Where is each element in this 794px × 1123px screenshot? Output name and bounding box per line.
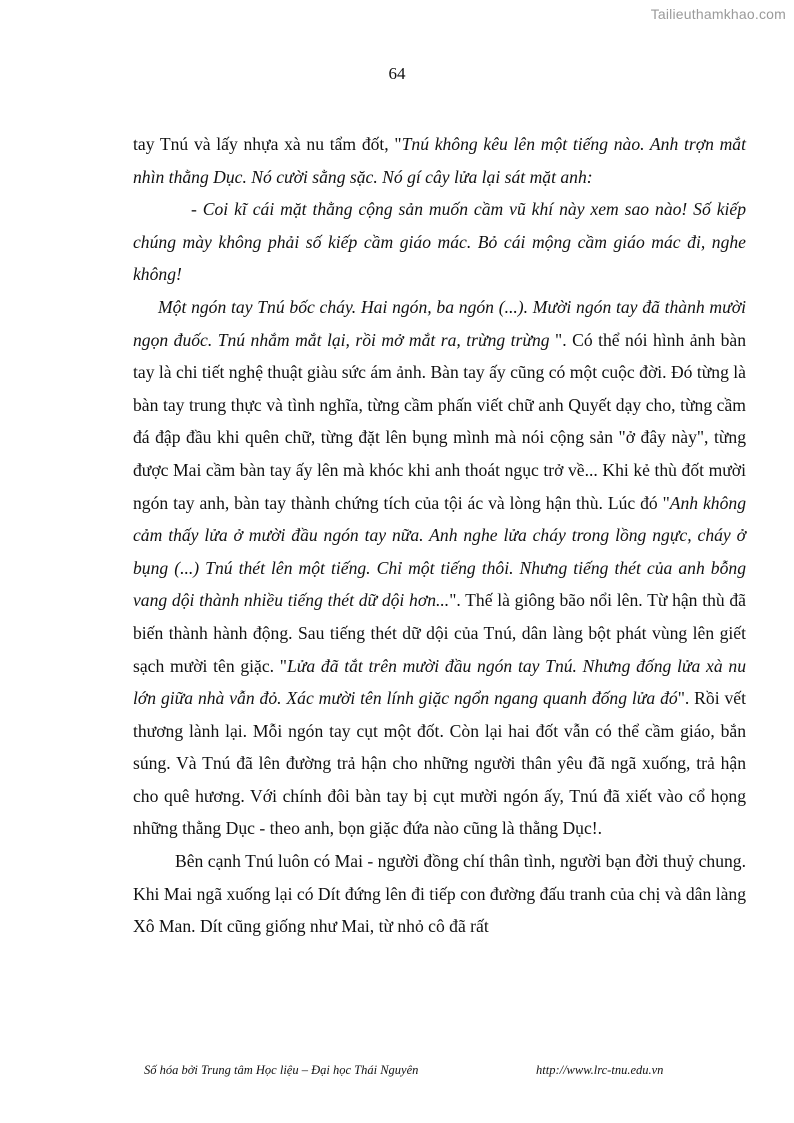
watermark: Tailieuthamkhao.com (650, 6, 786, 22)
text-run: Anh không cảm thấy lửa ở mười đầu ngón tay nữa. Anh nghe lửa cháy trong lồng ngực, cháy ở bụng (...) Tnú thét lên một tiếng. Chỉ một tiếng thôi. Nhưng tiếng thét của anh bỗng vang dội thành nhiều tiếng thét dữ dội hơn... (133, 492, 746, 611)
text-run: Tnú không kêu lên một tiếng nào. Anh trợn mắt nhìn thằng Dục. Nó cười sằng sặc. Nó gí cây lửa lại sát mặt anh: (133, 134, 746, 187)
text-run: ". Có thể nói hình ảnh bàn tay là chi tiết nghệ thuật giàu sức ám ảnh. Bàn tay ấy cũng có một cuộc đời. Đó từng là bàn tay trung thực và tình nghĩa, từng cầm phấn viết chữ anh Quyết dạy cho, từng cầm đá đập đầu khi quên chữ, từng đặt lên bụng mình mà nói cộng sản "ở đây này", từng được Mai cầm bàn tay ấy lên mà khóc khi anh thoát ngục trở về... Khi kẻ thù đốt mười ngón tay anh, bàn tay thành chứng tích của tội ác và lòng hận thù. Lúc đó " (133, 329, 746, 513)
document-body (133, 128, 746, 943)
paragraph-1 (133, 128, 746, 193)
page-number: 64 (388, 64, 406, 83)
paragraph-4 (133, 845, 746, 943)
paragraph-2 (133, 193, 746, 291)
text-run: - Coi kĩ cái mặt thằng cộng sản muốn cầm vũ khí này xem sao nào! Số kiếp chúng mày không phải số kiếp cầm giáo mác. Bỏ cái mộng cầm giáo mác đi, nghe không! (133, 199, 746, 285)
text-run: ". Rồi vết thương lành lại. Mỗi ngón tay cụt một đốt. Còn lại hai đốt vẫn có thể cầm giáo, bắn súng. Và Tnú đã lên đường trả hận cho những người thân yêu đã ngã xuống, trả hận cho quê hương. Với chính đôi bàn tay bị cụt mười ngón ấy, Tnú đã xiết vào cổ họng những thằng Dục - theo anh, bọn giặc đứa nào cũng là thằng Dục!. (133, 688, 746, 839)
footer-url[interactable]: http://www.lrc-tnu.edu.vn (536, 1063, 664, 1077)
text-run: ". Thế là giông bão nổi lên. Từ hận thù đã biến thành hành động. Sau tiếng thét dữ dội của Tnú, dân làng bột phát vùng lên giết sạch mười tên giặc. " (133, 590, 746, 676)
text-run: Một ngón tay Tnú bốc cháy. Hai ngón, ba ngón (...). Mười ngón tay đã thành mười ngọn đuốc. Tnú nhắm mắt lại, rồi mở mắt ra, trừng trừng (133, 296, 746, 350)
text-run: tay Tnú và lấy nhựa xà nu tẩm đốt, " (133, 134, 402, 154)
footer-source: Số hóa bởi Trung tâm Học liệu – Đại học Thái Nguyên (144, 1063, 419, 1077)
text-run: Lửa đã tắt trên mười đầu ngón tay Tnú. Nhưng đống lửa xà nu lớn giữa nhà vẫn đỏ. Xác mười tên lính giặc ngổn ngang quanh đống lửa đó (133, 655, 746, 709)
text-run: Bên cạnh Tnú luôn có Mai - người đồng chí thân tình, người bạn đời thuỷ chung. Khi Mai ngã xuống lại có Dít đứng lên đi tiếp con đường đấu tranh của chị và dân làng Xô Man. Dít cũng giống như Mai, từ nhỏ cô đã rất (133, 851, 746, 937)
paragraph-3 (133, 291, 746, 845)
